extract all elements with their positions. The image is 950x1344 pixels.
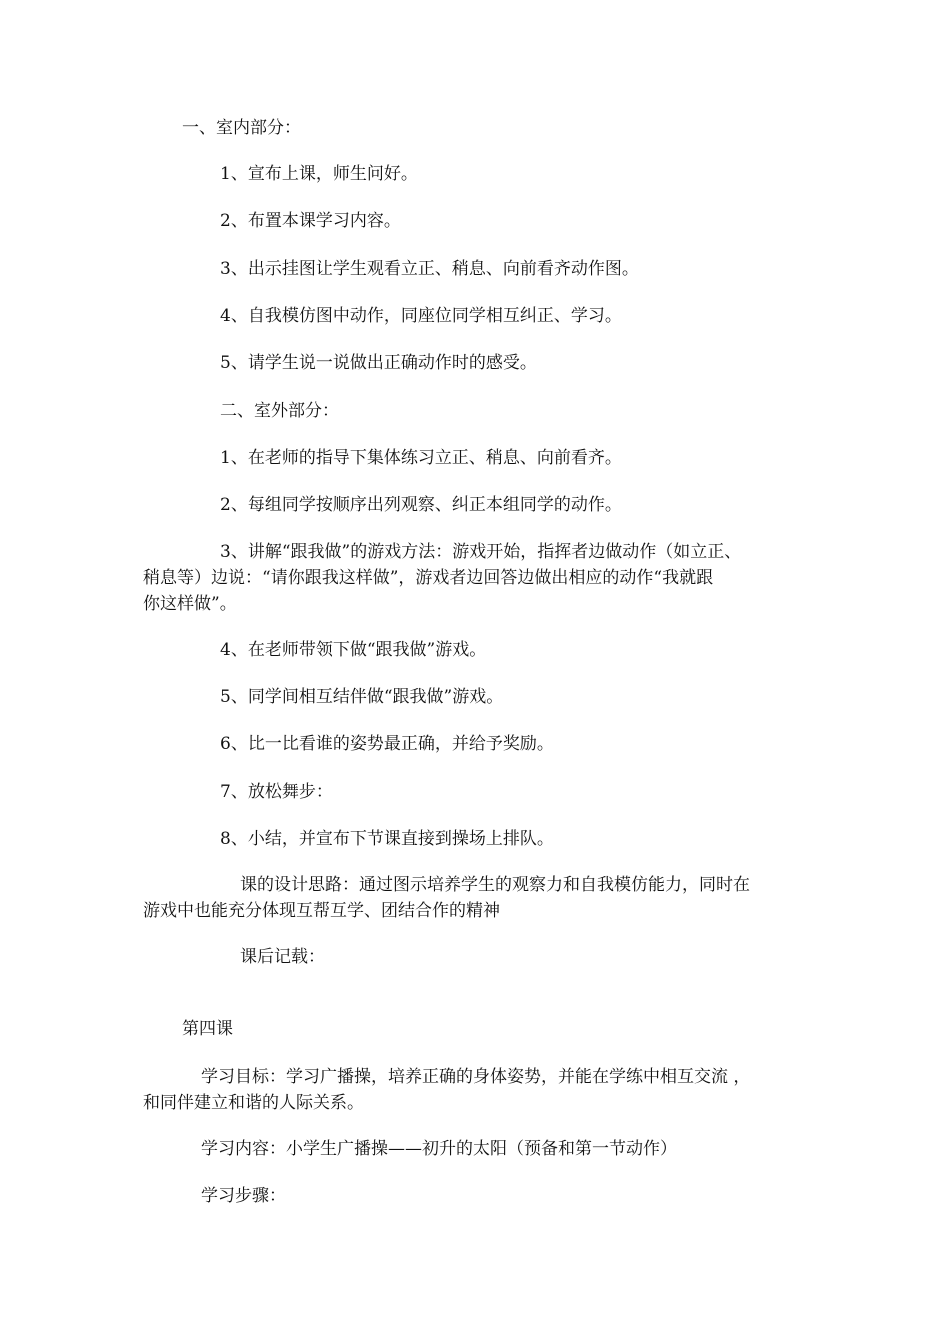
design-idea-line-1: 课的设计思路：通过图示培养学生的观察力和自我模仿能力，同时在 [240,875,750,895]
indoor-item-2: 2、布置本课学习内容。 [220,211,401,231]
outdoor-item-2: 2、每组同学按顺序出列观察、纠正本组同学的动作。 [220,495,622,515]
outdoor-item-5: 5、同学间相互结伴做“跟我做”游戏。 [220,687,504,707]
section-heading-outdoor: 二、室外部分： [220,401,339,421]
lesson-content: 学习内容：小学生广播操——初升的太阳（预备和第一节动作） [201,1139,677,1159]
outdoor-item-7: 7、放松舞步： [220,782,333,802]
outdoor-item-1: 1、在老师的指导下集体练习立正、稍息、向前看齐。 [220,448,622,468]
outdoor-item-8: 8、小结，并宣布下节课直接到操场上排队。 [220,829,554,849]
design-idea-line-2: 游戏中也能充分体现互帮互学、团结合作的精神 [143,901,500,921]
after-class-notes: 课后记载： [240,947,325,967]
outdoor-item-3-line-3: 你这样做”。 [143,594,237,614]
lesson-steps: 学习步骤： [201,1186,286,1206]
outdoor-item-6: 6、比一比看谁的姿势最正确，并给予奖励。 [220,734,554,754]
indoor-item-5: 5、请学生说一说做出正确动作时的感受。 [220,353,537,373]
lesson-title: 第四课 [182,1019,233,1039]
outdoor-item-3-line-1: 3、讲解“跟我做”的游戏方法：游戏开始，指挥者边做动作（如立正、 [220,542,742,562]
outdoor-item-3-line-2: 稍息等）边说：“请你跟我这样做”，游戏者边回答边做出相应的动作“我就跟 [143,568,714,588]
indoor-item-1: 1、宣布上课，师生问好。 [220,164,418,184]
indoor-item-4: 4、自我模仿图中动作，同座位同学相互纠正、学习。 [220,306,622,326]
section-heading-indoor: 一、室内部分： [182,118,301,138]
lesson-goal-line-2: 和同伴建立和谐的人际关系。 [143,1093,364,1113]
outdoor-item-4: 4、在老师带领下做“跟我做”游戏。 [220,640,487,660]
lesson-goal-line-1: 学习目标：学习广播操，培养正确的身体姿势，并能在学练中相互交流 ， [201,1067,751,1087]
indoor-item-3: 3、出示挂图让学生观看立正、稍息、向前看齐动作图。 [220,259,639,279]
